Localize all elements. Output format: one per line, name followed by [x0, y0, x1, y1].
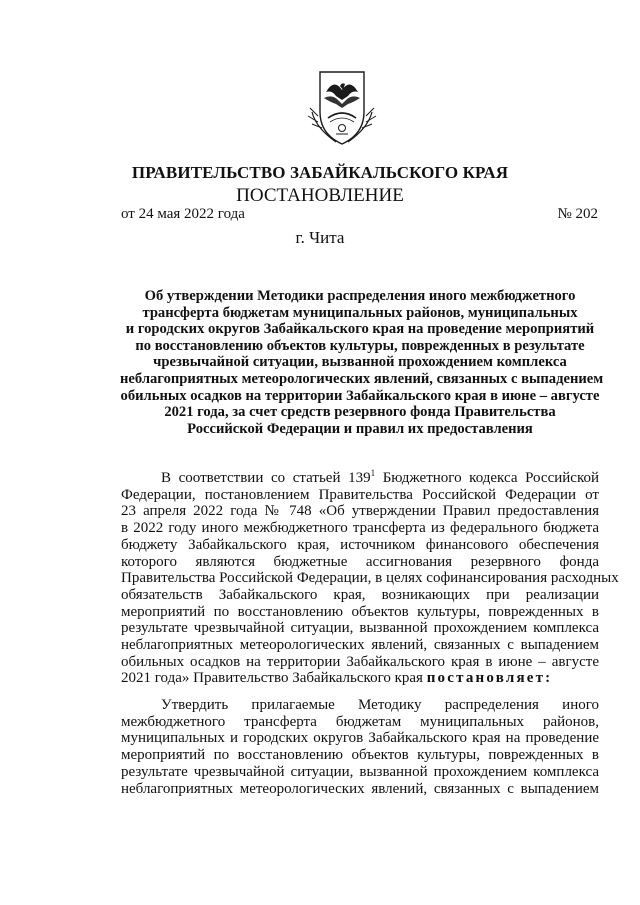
paragraph-line: результате чрезвычайной ситуации, вызванной прохождением комплекса — [121, 620, 599, 637]
resolution-word: постановляет: — [426, 670, 553, 687]
subject-line: трансферта бюджетам муниципальных районов, муниципальных — [142, 304, 578, 321]
paragraph-line: результате чрезвычайной ситуации, вызванной прохождением комплекса — [121, 763, 599, 780]
subject-line: и городских округов Забайкальского края на проведение мероприятий — [125, 321, 595, 338]
coat-of-arms-icon — [296, 68, 388, 148]
paragraph-line: обязательств Забайкальского края, возникающих при реализации — [121, 586, 599, 603]
subject-line: Об утверждении Методики распределения иного межбюджетного — [144, 288, 576, 304]
text-run: 2021 года» Правительство Забайкальского края — [121, 670, 427, 687]
text-run: Бюджетного кодекса Российской — [375, 470, 600, 486]
document-city: г. Чита — [295, 228, 345, 247]
paragraph-line: 23 апреля 2022 года № 748 «Об утверждении Правил предоставления — [121, 503, 599, 520]
subject-line: Российской Федерации и правил их предоставления — [187, 420, 533, 437]
document-date: от 24 мая 2022 года — [121, 206, 245, 222]
paragraph-line: которого являются бюджетные ассигнования резервного фонда — [121, 553, 599, 570]
paragraph-line: неблагоприятных метеорологических явлений, связанных с выпадением — [121, 637, 599, 654]
document-subject — [120, 288, 604, 437]
paragraph-line: бюджету Забайкальского края, источником финансового обеспечения — [121, 536, 599, 553]
subject-line: 2021 года, за счет средств резервного фонда Правительства — [164, 404, 556, 421]
paragraph-line: обильных осадков на территории Забайкальского края в июне – августе — [121, 653, 599, 670]
paragraph-line: Утвердить прилагаемые Методику распределения иного — [161, 697, 599, 713]
paragraph-line — [121, 465, 599, 487]
subject-line: неблагоприятных метеорологических явлений, связанных с выпадением — [120, 370, 604, 387]
paragraph-line: неблагоприятных метеорологических явлений, связанных с выпадением — [121, 780, 599, 797]
paragraph-line: межбюджетного трансферта бюджетам муниципальных районов, — [121, 713, 599, 730]
document-type: ПОСТАНОВЛЕНИЕ — [236, 185, 404, 206]
paragraph-line: в 2022 году иного межбюджетного трансферта из федерального бюджета — [121, 520, 599, 537]
subject-line: чрезвычайной ситуации, вызванной прохождением комплекса — [153, 354, 567, 371]
subject-line: по восстановлению объектов культуры, поврежденных в результате — [135, 337, 585, 354]
subject-line: обильных осадков на территории Забайкальского края в июне – августе — [120, 387, 600, 404]
paragraph-line: Федерации, постановлением Правительства Российской Федерации от — [121, 486, 599, 503]
document-number: № 202 — [557, 206, 598, 222]
resolution-paragraph — [121, 697, 599, 797]
paragraph-line: мероприятий по восстановлению объектов культуры, поврежденных в — [121, 747, 599, 764]
superscript: 1 — [370, 468, 376, 478]
paragraph-line: муниципальных и городских округов Забайкальского края на проведение — [121, 730, 599, 747]
paragraph-line: Правительства Российской Федерации, в целях софинансирования расходных — [121, 570, 619, 587]
text-run: В соответствии со статьей 139 — [161, 470, 371, 486]
government-title: ПРАВИТЕЛЬСТВО ЗАБАЙКАЛЬСКОГО КРАЯ — [131, 163, 509, 182]
paragraph-line: мероприятий по восстановлению объектов культуры, поврежденных в — [121, 603, 599, 620]
preamble-paragraph — [121, 465, 619, 687]
paragraph-line — [121, 670, 599, 687]
